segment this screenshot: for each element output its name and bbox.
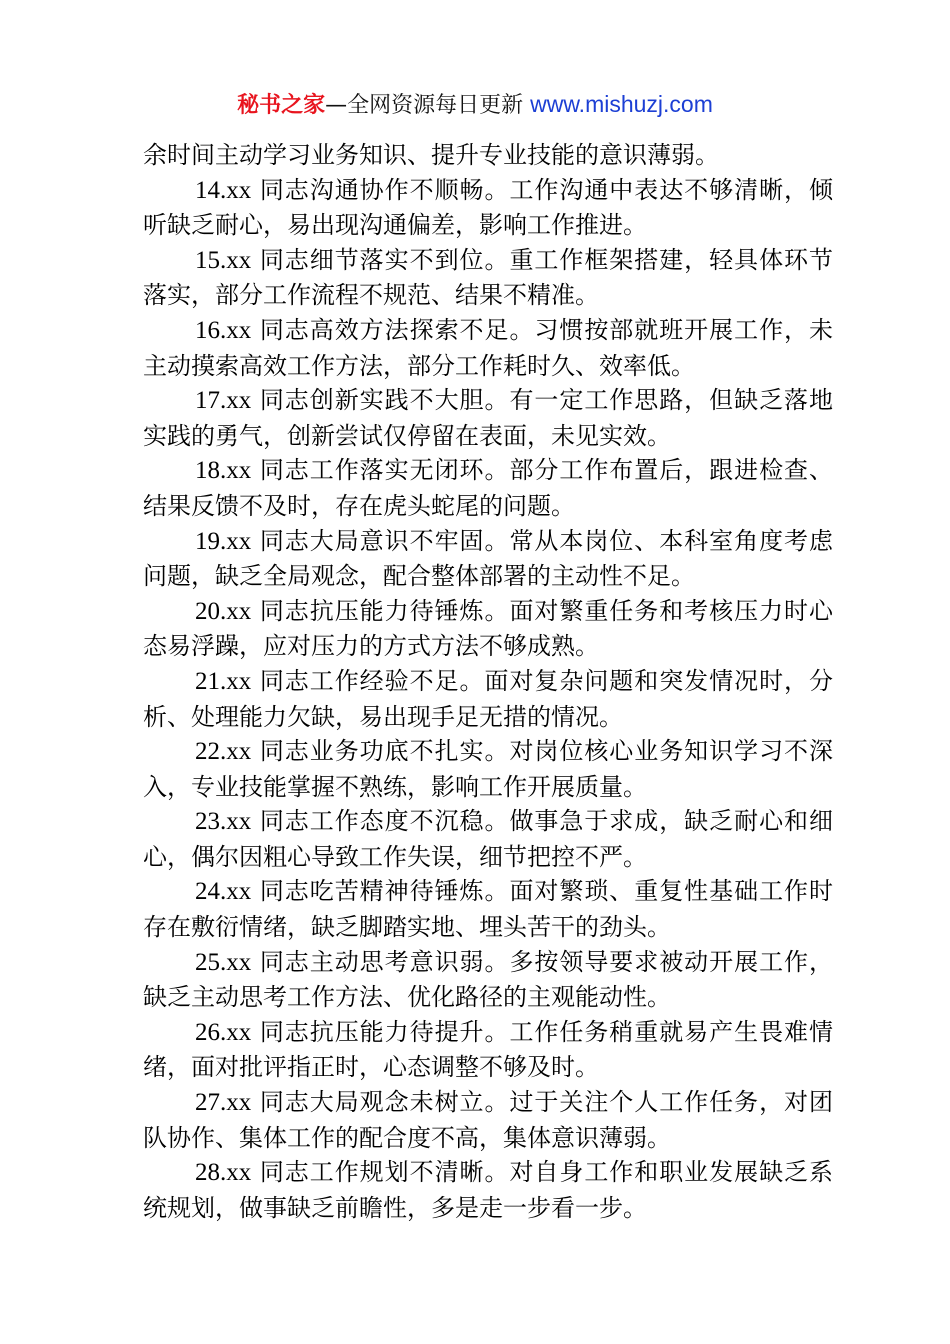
item-number: 19.xx	[195, 527, 252, 555]
item-text: 同志工作经验不足。面对复杂问题和突发情况时，分析、处理能力欠缺，易出现手足无措的情况。	[143, 666, 833, 731]
item-number: 23.xx	[195, 808, 252, 836]
item-number: 20.xx	[195, 597, 252, 625]
item-number: 26.xx	[195, 1018, 252, 1046]
item-text: 同志工作落实无闭环。部分工作布置后，跟进检查、结果反馈不及时，存在虎头蛇尾的问题。	[143, 456, 833, 520]
item-number: 18.xx	[195, 457, 252, 485]
page-header	[0, 88, 950, 122]
item-text: 同志工作规划不清晰。对自身工作和职业发展缺乏系统规划，做事缺乏前瞻性，多是走一步看一步。	[143, 1158, 833, 1222]
item-text: 同志主动思考意识弱。多按领导要求被动开展工作，缺乏主动思考工作方法、优化路径的主观能动性。	[143, 947, 833, 1012]
list-item	[143, 945, 833, 1015]
item-number: 21.xx	[195, 667, 252, 695]
list-item	[143, 313, 833, 383]
list-item	[143, 1155, 833, 1225]
list-item	[143, 173, 833, 243]
list-item	[143, 874, 833, 944]
list-item	[143, 1015, 833, 1085]
item-text: 同志细节落实不到位。重工作框架搭建，轻具体环节落实，部分工作流程不规范、结果不精准。	[143, 245, 833, 310]
item-number: 28.xx	[195, 1159, 252, 1187]
item-number: 16.xx	[195, 316, 252, 344]
list-item	[143, 734, 833, 804]
header-tagline: —全网资源每日更新	[325, 93, 531, 118]
paragraph-text: 余时间主动学习业务知识、提升专业技能的意识薄弱。	[143, 141, 719, 169]
item-number: 17.xx	[195, 387, 252, 415]
list-item	[143, 664, 833, 734]
item-text: 同志沟通协作不顺畅。工作沟通中表达不够清晰，倾听缺乏耐心，易出现沟通偏差，影响工作推进。	[143, 175, 833, 240]
item-text: 同志大局观念未树立。过于关注个人工作任务，对团队协作、集体工作的配合度不高，集体意识薄弱。	[143, 1088, 833, 1152]
item-text: 同志吃苦精神待锤炼。面对繁琐、重复性基础工作时存在敷衍情绪，缺乏脚踏实地、埋头苦干的劲头。	[143, 877, 833, 942]
item-text: 同志创新实践不大胆。有一定工作思路，但缺乏落地实践的勇气，创新尝试仅停留在表面，未见实效。	[143, 386, 833, 450]
paragraph-continuation	[143, 138, 833, 173]
list-item	[143, 524, 833, 594]
document-body	[143, 138, 833, 1225]
item-text: 同志抗压能力待锤炼。面对繁重任务和考核压力时心态易浮躁，应对压力的方式方法不够成熟。	[143, 596, 833, 661]
list-item	[143, 1085, 833, 1155]
item-text: 同志大局意识不牢固。常从本岗位、本科室角度考虑问题，缺乏全局观念，配合整体部署的主动性不足。	[143, 526, 833, 591]
header-url-link[interactable]: www.mishuzj.com	[530, 91, 713, 117]
header-brand: 秘书之家	[237, 93, 326, 118]
list-item	[143, 453, 833, 523]
list-item	[143, 594, 833, 664]
item-number: 27.xx	[195, 1089, 252, 1117]
item-text: 同志业务功底不扎实。对岗位核心业务知识学习不深入，专业技能掌握不熟练，影响工作开展质量。	[143, 737, 833, 801]
list-item	[143, 804, 833, 874]
item-text: 同志高效方法探索不足。习惯按部就班开展工作，未主动摸索高效工作方法，部分工作耗时久、效率低。	[143, 315, 833, 380]
list-item	[143, 383, 833, 453]
item-number: 22.xx	[195, 738, 252, 766]
item-number: 25.xx	[195, 948, 252, 976]
item-number: 24.xx	[195, 878, 252, 906]
item-number: 14.xx	[195, 176, 252, 204]
item-number: 15.xx	[195, 246, 252, 274]
list-item	[143, 243, 833, 313]
item-text: 同志抗压能力待提升。工作任务稍重就易产生畏难情绪，面对批评指正时，心态调整不够及时。	[143, 1017, 833, 1082]
item-text: 同志工作态度不沉稳。做事急于求成，缺乏耐心和细心，偶尔因粗心导致工作失误，细节把控不严。	[143, 807, 833, 871]
